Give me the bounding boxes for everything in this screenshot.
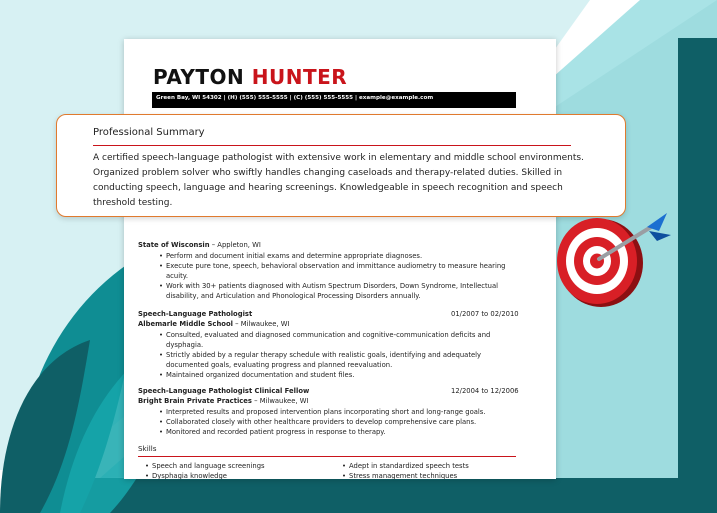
contact-info: Green Bay, WI 54302 | (H) (555) 555-5555 | (C) (555) 555-5555 | example@example.com: [156, 95, 434, 101]
job3-employer: Bright Brain Private Practices: [138, 397, 252, 405]
job1-employer: State of Wisconsin: [138, 241, 210, 249]
last-name: HUNTER: [251, 65, 348, 89]
job2-dates: 01/2007 to 02/2010: [451, 310, 519, 318]
list-item-cont: acuity.: [166, 272, 188, 280]
summary-title: Professional Summary: [93, 127, 205, 138]
list-item: • Collaborated closely with other healthcare providers to develop comprehensive care plans.: [166, 417, 476, 427]
skills-divider: [138, 456, 516, 457]
job3-employer-line: [138, 396, 308, 406]
list-item-cont: documented goals, evaluating progress and planned reevaluation.: [166, 361, 393, 369]
skills-heading: Skills: [138, 444, 157, 453]
contact-bar: [152, 92, 516, 108]
job3-dates: 12/2004 to 12/2006: [451, 387, 519, 395]
list-item: • Maintained organized documentation and student files.: [166, 370, 354, 380]
job3-title: Speech-Language Pathologist Clinical Fellow: [138, 387, 310, 395]
job1-employer-line: [138, 240, 261, 250]
job3-location: – Milwaukee, WI: [251, 397, 309, 405]
job2-employer-line: [138, 319, 289, 329]
list-item: • Consulted, evaluated and diagnosed communication and cognitive-communication deficits and: [166, 330, 490, 340]
list-item: • Strictly abided by a regular therapy schedule with realistic goals, identifying and adequately: [166, 350, 481, 360]
summary-callout: [56, 114, 626, 217]
list-item: • Work with 30+ patients diagnosed with Autism Spectrum Disorders, Down Syndrome, Intellectual: [166, 281, 498, 291]
job2-employer: Albemarle Middle School: [138, 320, 233, 328]
first-name: PAYTON: [153, 65, 245, 89]
list-item: • Monitored and recorded patient progress in response to therapy.: [166, 427, 386, 437]
resume-name: [153, 65, 347, 89]
resume-page: [124, 39, 556, 479]
teal-panel-right: [678, 38, 717, 513]
list-item: • Dysphagia knowledge: [152, 471, 227, 479]
list-item: • Interpreted results and proposed intervention plans incorporating short and long-range goals.: [166, 407, 486, 417]
list-item: • Adept in standardized speech tests: [349, 461, 469, 471]
list-item: • Perform and document initial exams and determine appropriate diagnoses.: [166, 251, 422, 261]
summary-divider: [93, 145, 571, 146]
job1-location: – Appleton, WI: [209, 241, 261, 249]
target-icon: [555, 205, 675, 315]
list-item-cont: disability, and Articulation and Phonological Processing Disorders annually.: [166, 292, 421, 300]
job2-title: Speech-Language Pathologist: [138, 310, 253, 318]
list-item: • Execute pure tone, speech, behavioral observation and immittance audiometry to measure hearing: [166, 261, 505, 271]
list-item: • Stress management techniques: [349, 471, 457, 479]
list-item-cont: dysphagia.: [166, 341, 204, 349]
job2-location: – Milwaukee, WI: [232, 320, 290, 328]
list-item: • Speech and language screenings: [152, 461, 265, 471]
summary-text: A certified speech-language pathologist with extensive work in elementary and middle school environments. Organized problem solver who swiftly handles changing caseloads and therapy-related duties. Skilled in conducting speech, language and hearing screenings. Knowledgeable in speech recognition and speech threshold testing.: [93, 153, 584, 208]
